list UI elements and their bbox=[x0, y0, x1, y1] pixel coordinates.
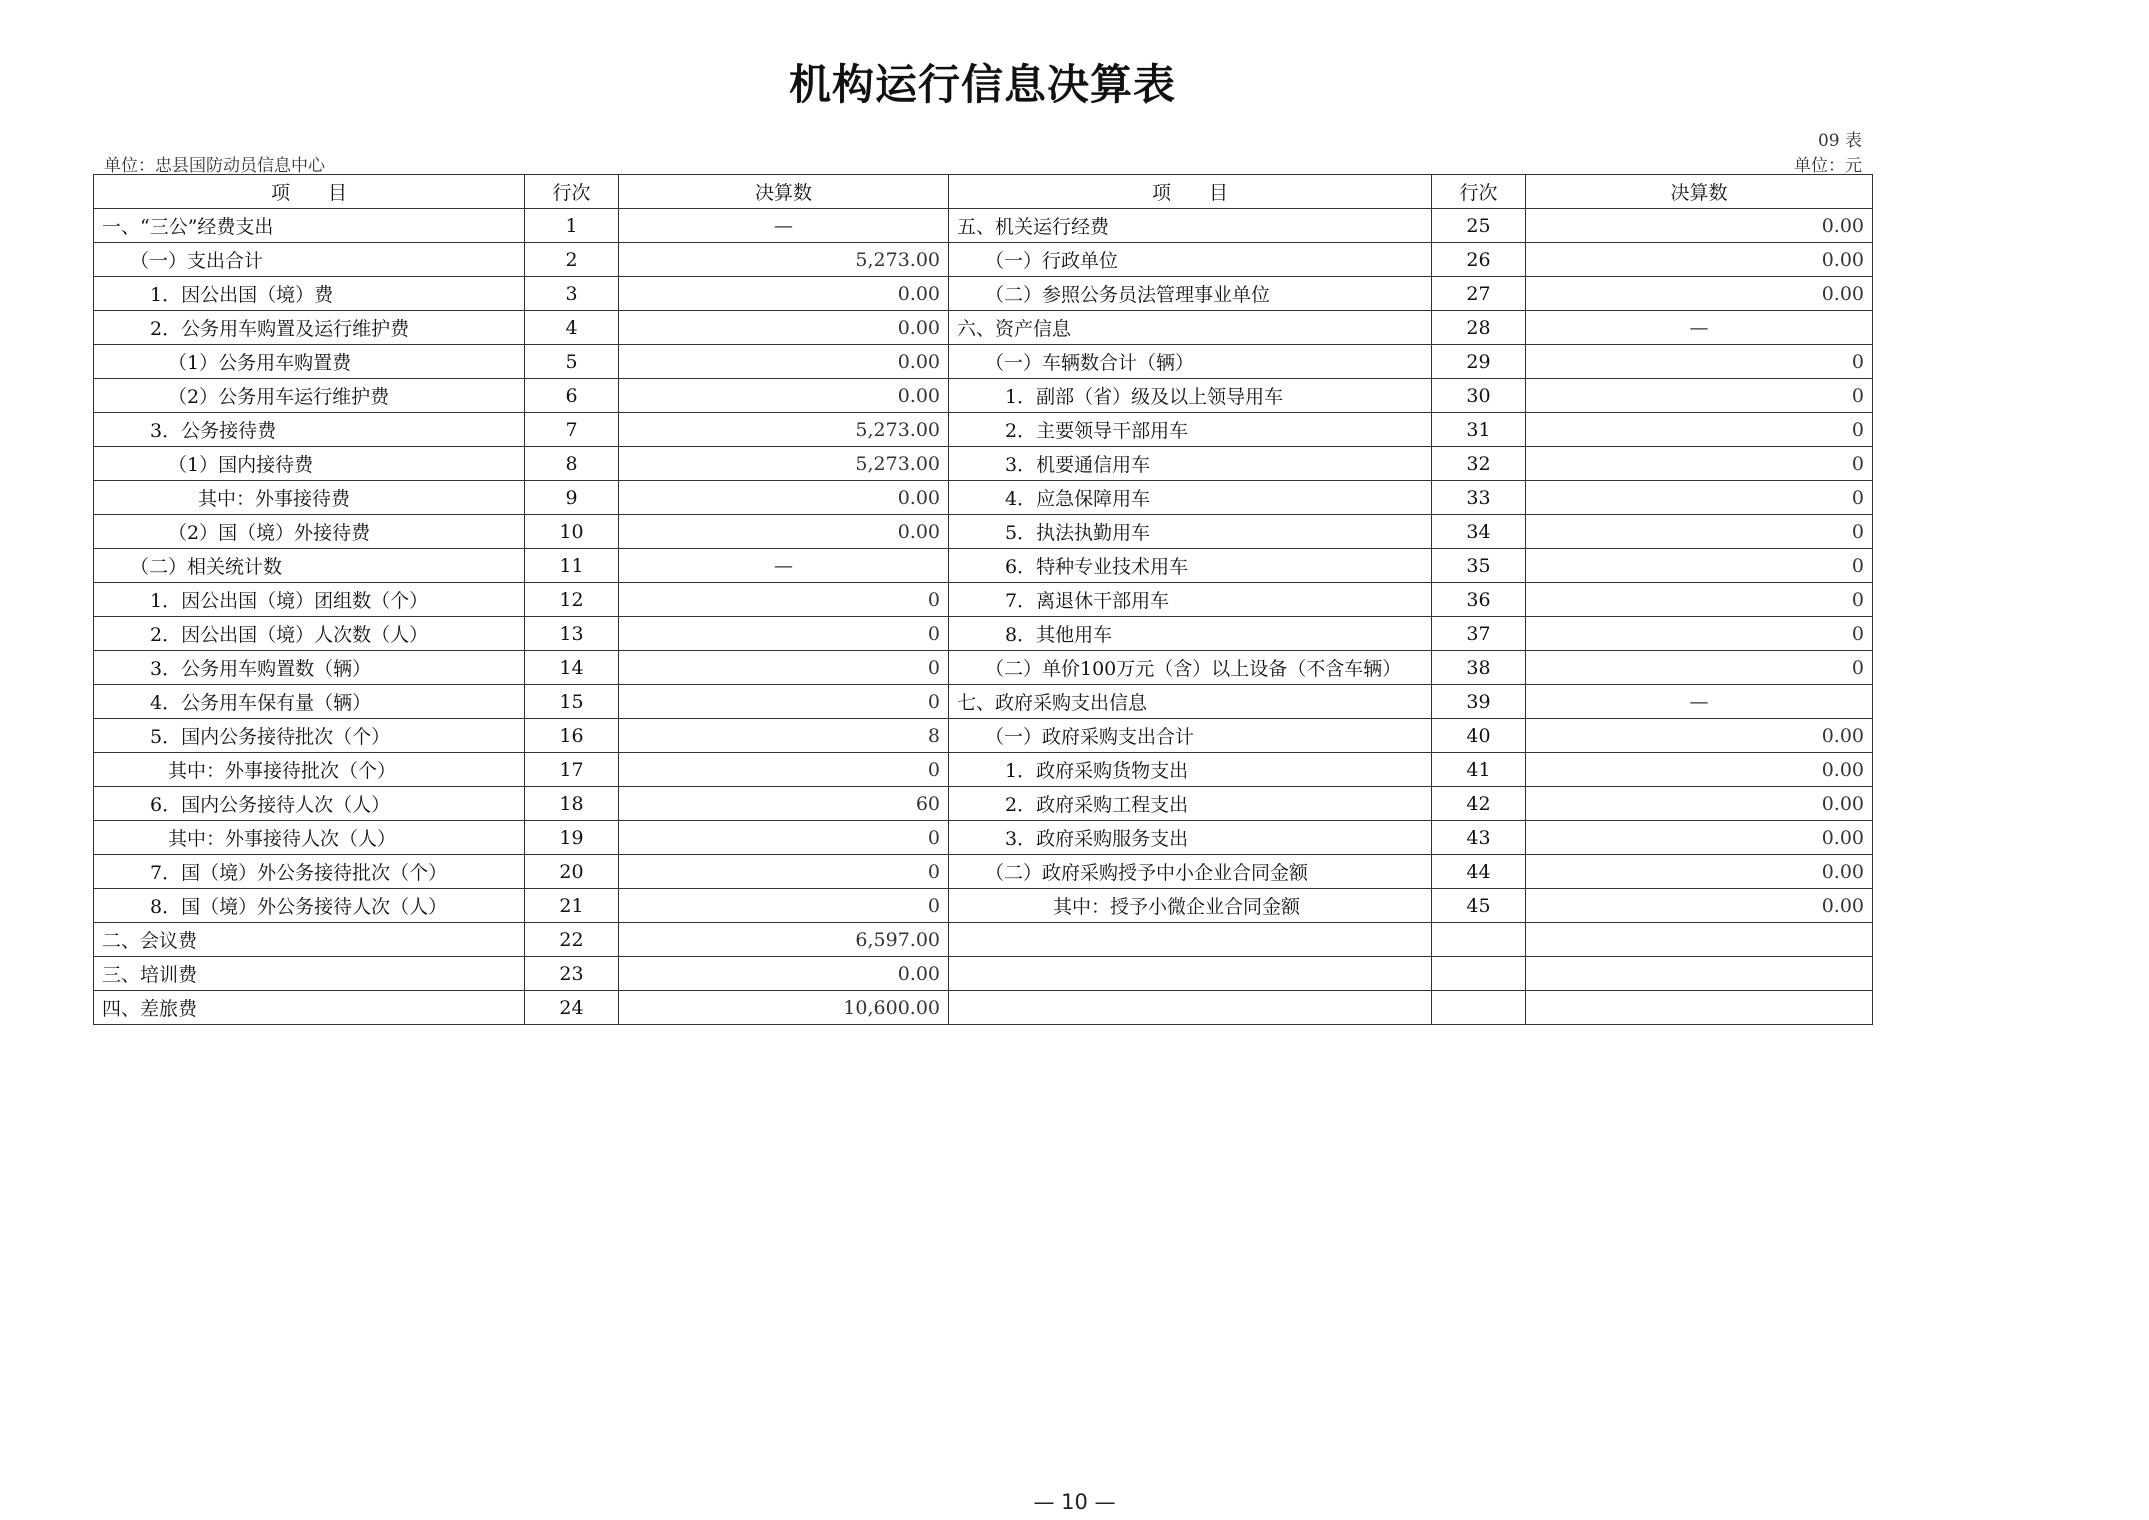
row-number-left: 14 bbox=[525, 651, 619, 685]
table-row bbox=[94, 447, 1873, 481]
row-amount-left: 0 bbox=[619, 821, 949, 855]
row-item-right: 7．离退休干部用车 bbox=[949, 583, 1432, 617]
row-item-right: 2．政府采购工程支出 bbox=[949, 787, 1432, 821]
row-number-right: 32 bbox=[1432, 447, 1526, 481]
currency-unit: 单位：元 bbox=[1794, 156, 1862, 176]
row-item-right: 3．政府采购服务支出 bbox=[949, 821, 1432, 855]
row-item-right: 6．特种专业技术用车 bbox=[949, 549, 1432, 583]
row-number-left: 7 bbox=[525, 413, 619, 447]
row-amount-left: 10,600.00 bbox=[619, 991, 949, 1025]
row-item-left: （1）公务用车购置费 bbox=[94, 345, 525, 379]
row-number-right: 38 bbox=[1432, 651, 1526, 685]
table-row bbox=[94, 413, 1873, 447]
row-amount-right: — bbox=[1526, 311, 1873, 345]
row-item-left: 其中：外事接待费 bbox=[94, 481, 525, 515]
row-item-left: 7．国（境）外公务接待批次（个） bbox=[94, 855, 525, 889]
table-row bbox=[94, 855, 1873, 889]
row-item-right: （一）政府采购支出合计 bbox=[949, 719, 1432, 753]
table-row bbox=[94, 787, 1873, 821]
row-amount-right bbox=[1526, 923, 1873, 957]
header-amount-left: 决算数 bbox=[619, 175, 949, 209]
row-amount-left: 0 bbox=[619, 855, 949, 889]
table-row bbox=[94, 515, 1873, 549]
row-amount-right: 0.00 bbox=[1526, 209, 1873, 243]
row-amount-left: 0.00 bbox=[619, 481, 949, 515]
row-number-left: 18 bbox=[525, 787, 619, 821]
row-number-left: 20 bbox=[525, 855, 619, 889]
header-item-left: 项 目 bbox=[94, 175, 525, 209]
row-number-right: 39 bbox=[1432, 685, 1526, 719]
row-amount-right: 0.00 bbox=[1526, 243, 1873, 277]
row-number-right bbox=[1432, 923, 1526, 957]
row-number-left: 10 bbox=[525, 515, 619, 549]
row-item-left: 5．国内公务接待批次（个） bbox=[94, 719, 525, 753]
row-amount-right: 0 bbox=[1526, 515, 1873, 549]
row-amount-left: — bbox=[619, 549, 949, 583]
row-item-left: （2）国（境）外接待费 bbox=[94, 515, 525, 549]
row-amount-left: 0 bbox=[619, 753, 949, 787]
row-amount-right: 0 bbox=[1526, 617, 1873, 651]
row-amount-right: 0 bbox=[1526, 549, 1873, 583]
row-amount-left: 0 bbox=[619, 617, 949, 651]
row-number-left: 22 bbox=[525, 923, 619, 957]
row-amount-right: 0 bbox=[1526, 447, 1873, 481]
row-item-left: （2）公务用车运行维护费 bbox=[94, 379, 525, 413]
row-amount-right: 0 bbox=[1526, 651, 1873, 685]
row-item-left: 3．公务接待费 bbox=[94, 413, 525, 447]
row-number-left: 6 bbox=[525, 379, 619, 413]
row-item-left: （二）相关统计数 bbox=[94, 549, 525, 583]
row-item-right: （二）参照公务员法管理事业单位 bbox=[949, 277, 1432, 311]
row-item-right bbox=[949, 957, 1432, 991]
row-amount-right: 0 bbox=[1526, 481, 1873, 515]
row-item-left: 二、会议费 bbox=[94, 923, 525, 957]
row-number-left: 16 bbox=[525, 719, 619, 753]
row-number-left: 2 bbox=[525, 243, 619, 277]
row-amount-left: 0.00 bbox=[619, 277, 949, 311]
table-row bbox=[94, 991, 1873, 1025]
row-amount-right: 0 bbox=[1526, 413, 1873, 447]
row-number-right: 30 bbox=[1432, 379, 1526, 413]
table-row bbox=[94, 379, 1873, 413]
row-amount-right: 0.00 bbox=[1526, 855, 1873, 889]
row-amount-right: — bbox=[1526, 685, 1873, 719]
row-amount-left: — bbox=[619, 209, 949, 243]
row-number-right: 25 bbox=[1432, 209, 1526, 243]
row-item-right: （一）车辆数合计（辆） bbox=[949, 345, 1432, 379]
row-item-left: 2．因公出国（境）人次数（人） bbox=[94, 617, 525, 651]
table-row bbox=[94, 209, 1873, 243]
row-amount-left: 60 bbox=[619, 787, 949, 821]
row-item-left: 1．因公出国（境）团组数（个） bbox=[94, 583, 525, 617]
row-amount-left: 8 bbox=[619, 719, 949, 753]
row-item-right: 2．主要领导干部用车 bbox=[949, 413, 1432, 447]
row-number-right: 45 bbox=[1432, 889, 1526, 923]
row-item-right: 8．其他用车 bbox=[949, 617, 1432, 651]
row-amount-left: 5,273.00 bbox=[619, 243, 949, 277]
row-number-left: 17 bbox=[525, 753, 619, 787]
row-number-right: 29 bbox=[1432, 345, 1526, 379]
header-row-no-right: 行次 bbox=[1432, 175, 1526, 209]
row-item-right: 1．政府采购货物支出 bbox=[949, 753, 1432, 787]
row-item-left: 三、培训费 bbox=[94, 957, 525, 991]
row-item-right: 七、政府采购支出信息 bbox=[949, 685, 1432, 719]
row-number-left: 11 bbox=[525, 549, 619, 583]
row-amount-right: 0.00 bbox=[1526, 719, 1873, 753]
row-number-right: 33 bbox=[1432, 481, 1526, 515]
table-row bbox=[94, 753, 1873, 787]
row-amount-left: 0 bbox=[619, 651, 949, 685]
row-amount-left: 0.00 bbox=[619, 379, 949, 413]
row-amount-right: 0.00 bbox=[1526, 277, 1873, 311]
table-row bbox=[94, 651, 1873, 685]
row-number-left: 24 bbox=[525, 991, 619, 1025]
row-item-left: 其中：外事接待人次（人） bbox=[94, 821, 525, 855]
row-amount-right: 0 bbox=[1526, 345, 1873, 379]
row-item-left: 其中：外事接待批次（个） bbox=[94, 753, 525, 787]
row-number-left: 23 bbox=[525, 957, 619, 991]
row-number-right: 35 bbox=[1432, 549, 1526, 583]
row-amount-right: 0.00 bbox=[1526, 821, 1873, 855]
header-row bbox=[94, 175, 1873, 209]
row-number-right: 31 bbox=[1432, 413, 1526, 447]
row-number-right: 41 bbox=[1432, 753, 1526, 787]
row-amount-right: 0 bbox=[1526, 379, 1873, 413]
row-number-right bbox=[1432, 957, 1526, 991]
row-number-right: 27 bbox=[1432, 277, 1526, 311]
row-number-left: 12 bbox=[525, 583, 619, 617]
row-item-left: 4．公务用车保有量（辆） bbox=[94, 685, 525, 719]
table-row bbox=[94, 481, 1873, 515]
table-row bbox=[94, 277, 1873, 311]
report-body bbox=[94, 209, 1873, 1025]
row-item-left: 6．国内公务接待人次（人） bbox=[94, 787, 525, 821]
row-number-left: 13 bbox=[525, 617, 619, 651]
header-amount-right: 决算数 bbox=[1526, 175, 1873, 209]
table-row bbox=[94, 549, 1873, 583]
row-number-left: 9 bbox=[525, 481, 619, 515]
row-item-right: 五、机关运行经费 bbox=[949, 209, 1432, 243]
row-item-right bbox=[949, 991, 1432, 1025]
row-number-right: 36 bbox=[1432, 583, 1526, 617]
row-number-left: 15 bbox=[525, 685, 619, 719]
row-item-right: 其中：授予小微企业合同金额 bbox=[949, 889, 1432, 923]
row-item-right bbox=[949, 923, 1432, 957]
table-row bbox=[94, 923, 1873, 957]
table-row bbox=[94, 685, 1873, 719]
page-number: — 10 — bbox=[1033, 1490, 1116, 1514]
header-row-no-left: 行次 bbox=[525, 175, 619, 209]
row-amount-left: 0 bbox=[619, 685, 949, 719]
row-item-left: 2．公务用车购置及运行维护费 bbox=[94, 311, 525, 345]
row-number-left: 5 bbox=[525, 345, 619, 379]
row-number-left: 21 bbox=[525, 889, 619, 923]
row-number-left: 8 bbox=[525, 447, 619, 481]
row-item-right: 4．应急保障用车 bbox=[949, 481, 1432, 515]
row-item-right: 六、资产信息 bbox=[949, 311, 1432, 345]
row-amount-right: 0.00 bbox=[1526, 889, 1873, 923]
row-amount-left: 0 bbox=[619, 583, 949, 617]
row-amount-left: 6,597.00 bbox=[619, 923, 949, 957]
row-amount-left: 0.00 bbox=[619, 515, 949, 549]
row-number-right: 40 bbox=[1432, 719, 1526, 753]
row-item-left: （一）支出合计 bbox=[94, 243, 525, 277]
table-row bbox=[94, 889, 1873, 923]
row-item-right: （二）单价100万元（含）以上设备（不含车辆） bbox=[949, 651, 1432, 685]
row-item-right: 1．副部（省）级及以上领导用车 bbox=[949, 379, 1432, 413]
row-amount-left: 5,273.00 bbox=[619, 413, 949, 447]
row-number-left: 4 bbox=[525, 311, 619, 345]
row-amount-left: 0.00 bbox=[619, 957, 949, 991]
table-row bbox=[94, 957, 1873, 991]
row-number-right bbox=[1432, 991, 1526, 1025]
row-amount-right bbox=[1526, 957, 1873, 991]
row-amount-right: 0.00 bbox=[1526, 787, 1873, 821]
table-number: 09 表 bbox=[1817, 131, 1862, 151]
table-row bbox=[94, 243, 1873, 277]
table-row bbox=[94, 821, 1873, 855]
row-item-left: 四、差旅费 bbox=[94, 991, 525, 1025]
row-number-right: 42 bbox=[1432, 787, 1526, 821]
table-row bbox=[94, 617, 1873, 651]
table-row bbox=[94, 719, 1873, 753]
row-number-right: 44 bbox=[1432, 855, 1526, 889]
header-item-right: 项 目 bbox=[949, 175, 1432, 209]
table-row bbox=[94, 311, 1873, 345]
row-item-left: （1）国内接待费 bbox=[94, 447, 525, 481]
row-number-right: 28 bbox=[1432, 311, 1526, 345]
row-number-right: 43 bbox=[1432, 821, 1526, 855]
page-title: 机构运行信息决算表 bbox=[788, 60, 1176, 109]
row-item-left: 3．公务用车购置数（辆） bbox=[94, 651, 525, 685]
row-item-right: （二）政府采购授予中小企业合同金额 bbox=[949, 855, 1432, 889]
row-amount-right: 0.00 bbox=[1526, 753, 1873, 787]
reporting-unit: 单位：忠县国防动员信息中心 bbox=[104, 156, 325, 176]
row-amount-right: 0 bbox=[1526, 583, 1873, 617]
report-table bbox=[93, 174, 1873, 1025]
table-row bbox=[94, 583, 1873, 617]
row-number-right: 37 bbox=[1432, 617, 1526, 651]
row-number-left: 19 bbox=[525, 821, 619, 855]
row-amount-left: 0.00 bbox=[619, 345, 949, 379]
table-row bbox=[94, 345, 1873, 379]
row-number-right: 34 bbox=[1432, 515, 1526, 549]
row-amount-left: 0 bbox=[619, 889, 949, 923]
row-item-right: 5．执法执勤用车 bbox=[949, 515, 1432, 549]
row-amount-left: 0.00 bbox=[619, 311, 949, 345]
row-number-left: 3 bbox=[525, 277, 619, 311]
row-item-right: （一）行政单位 bbox=[949, 243, 1432, 277]
row-amount-right bbox=[1526, 991, 1873, 1025]
row-item-left: 一、“三公”经费支出 bbox=[94, 209, 525, 243]
row-item-left: 1．因公出国（境）费 bbox=[94, 277, 525, 311]
row-item-right: 3．机要通信用车 bbox=[949, 447, 1432, 481]
row-item-left: 8．国（境）外公务接待人次（人） bbox=[94, 889, 525, 923]
row-amount-left: 5,273.00 bbox=[619, 447, 949, 481]
row-number-right: 26 bbox=[1432, 243, 1526, 277]
row-number-left: 1 bbox=[525, 209, 619, 243]
